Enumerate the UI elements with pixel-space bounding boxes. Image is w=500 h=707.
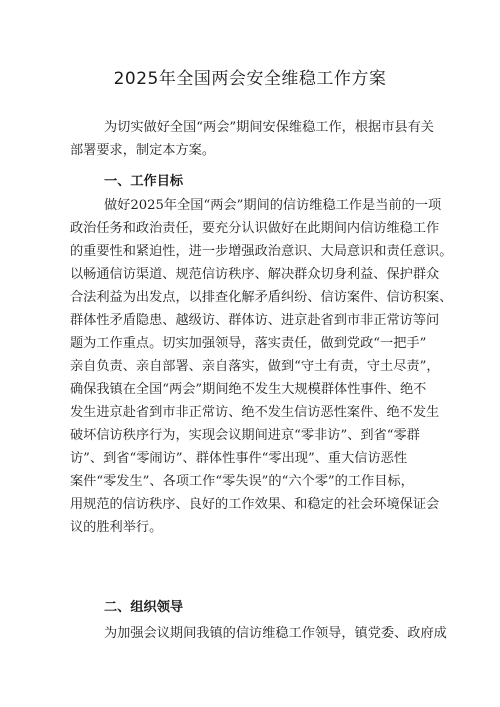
paragraph-line: 题为工作重点。切实加强领导，落实责任，做到党政“一把手”	[70, 336, 427, 351]
paragraph-line: 确保我镇在全国“两会”期间绝不发生大规模群体性事件、绝不	[70, 382, 427, 397]
paragraph-line: 为加强会议期间我镇的信访维稳工作领导，镇党委、政府成	[104, 626, 447, 641]
paragraph-line: 访”、到省“零闹访”、群体性事件“零出现”、重大信访恶性	[70, 451, 408, 466]
paragraph-line: 部署要求，制定本方案。	[70, 143, 216, 158]
intro-paragraph	[70, 116, 434, 162]
paragraph-line: 做好2025年全国“两会”期间的信访维稳工作是当前的一项	[104, 198, 442, 213]
paragraph-line: 破坏信访秩序行为，实现会议期间进京“零非访”、到省“零群	[70, 428, 420, 443]
paragraph-line: 合法利益为出发点，以排查化解矛盾纠纷、信访案件、信访积案、	[70, 290, 453, 305]
paragraph-line: 议的胜利举行。	[70, 520, 163, 535]
goals-paragraph	[70, 194, 453, 539]
paragraph-line: 的重要性和紧迫性，进一步增强政治意识、大局意识和责任意识。	[70, 244, 453, 259]
document-title: 2025年全国两会安全维稳工作方案	[113, 69, 387, 89]
paragraph-line: 政治任务和政治责任，要充分认识做好在此期间内信访维稳工作	[70, 221, 440, 236]
section-heading-organization: 二、组织领导	[104, 600, 184, 615]
section-heading-goals: 一、工作目标	[104, 174, 184, 189]
paragraph-line: 群体性矛盾隐患、越级访、群体访、进京赴省到市非正常访等问	[70, 313, 440, 328]
paragraph-line: 以畅通信访渠道、规范信访秩序、解决群众切身利益、保护群众	[70, 267, 440, 282]
paragraph-line: 用规范的信访秩序、良好的工作效果、和稳定的社会环境保证会	[70, 497, 440, 512]
paragraph-line: 亲自负责、亲自部署、亲自落实，做到“守土有责，守土尽责”，	[70, 359, 440, 374]
paragraph-line: 为切实做好全国“两会”期间安保维稳工作，根据市县有关	[104, 120, 434, 135]
paragraph-line: 发生进京赴省到市非正常访、绝不发生信访恶性案件、绝不发生	[70, 405, 440, 420]
organization-paragraph	[70, 622, 447, 645]
paragraph-line: 案件“零发生”、各项工作“零失误”的“六个零”的工作目标，	[70, 474, 414, 489]
